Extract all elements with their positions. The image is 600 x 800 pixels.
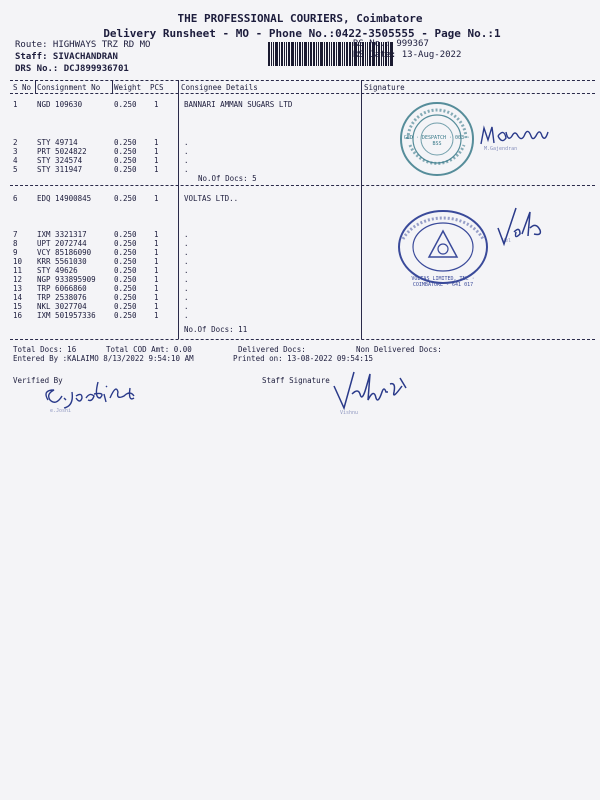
row-sno: 7 [13,230,18,239]
row-detail-dot: . [184,284,189,293]
barcode-bar [310,42,312,66]
barcode-bar [324,42,325,66]
row-pcs: 1 [154,156,159,165]
stamp-text: GED · DESPATCH · 003 · BSS [403,135,471,147]
row-sno: 15 [13,302,23,311]
row-consignment: TRP 2538076 [37,293,87,302]
row-consignment: IXM 3321317 [37,230,87,239]
row-consignment: NKL 3027704 [37,302,87,311]
barcode-bar [291,42,294,66]
rs-number: RS No.: 999367 [353,39,429,49]
barcode-bar [268,42,270,66]
row-sno: 6 [13,194,18,203]
barcode-bar [346,42,348,66]
barcode-bar [333,42,335,66]
row-detail-dot: . [184,248,189,257]
table-row [13,284,373,293]
runsheet-subtitle: Delivery Runsheet - MO - Phone No.:0422-3505555 - Page No.:1 [103,27,501,40]
row-sno: 14 [13,293,23,302]
consignee-name: VOLTAS LTD.. [184,194,239,203]
table-row [13,302,373,311]
barcode-bar [336,42,337,66]
row-pcs: 1 [154,311,159,320]
group-doc-count: No.Of Docs: 5 [198,174,257,183]
table-row [13,194,373,203]
row-weight: 0.250 [114,248,137,257]
row-detail-dot: . [184,239,189,248]
table-row [13,100,373,109]
row-pcs: 1 [154,147,159,156]
group-separator [10,185,595,186]
row-weight: 0.250 [114,284,137,293]
barcode-bar [275,42,278,66]
row-weight: 0.250 [114,230,137,239]
rs-date: RS Date: 13-Aug-2022 [353,50,462,60]
consignee-signature-text: M.Gajendran [484,146,518,152]
row-sno: 4 [13,156,18,165]
table-row [13,293,373,302]
row-pcs: 1 [154,293,159,302]
row-sno: 8 [13,239,18,248]
row-pcs: 1 [154,165,159,174]
barcode-bar [304,42,307,66]
barcode-bar [338,42,341,66]
row-sno: 1 [13,100,18,109]
barcode-bar [273,42,274,66]
row-weight: 0.250 [114,302,137,311]
drs-number: DRS No.: DCJ899936701 [15,64,129,74]
row-detail-dot: . [184,165,189,174]
row-sno: 5 [13,165,18,174]
row-pcs: 1 [154,257,159,266]
barcode-bar [316,42,317,66]
row-pcs: 1 [154,138,159,147]
row-consignment: NGP 933895909 [37,275,96,284]
table-row [13,257,373,266]
row-detail-dot: . [184,257,189,266]
row-weight: 0.250 [114,293,137,302]
row-pcs: 1 [154,266,159,275]
verified-signature-text: e.Joshi [50,408,72,414]
delivered-docs: Delivered Docs: [238,345,306,354]
voltas-stamp-icon [397,209,489,285]
col-pcs: PCS [150,83,164,92]
row-detail-dot: . [184,266,189,275]
table-top-rule [10,80,595,81]
row-sno: 13 [13,284,23,293]
row-pcs: 1 [154,239,159,248]
row-weight: 0.250 [114,100,137,109]
row-weight: 0.250 [114,165,137,174]
barcode-bar [271,42,272,66]
barcode-bar [318,42,319,66]
printed-on: Printed on: 13-08-2022 09:54:15 [233,354,373,363]
row-pcs: 1 [154,284,159,293]
row-sno: 10 [13,257,23,266]
row-consignment: STY 49626 [37,266,78,275]
barcode-bar [344,42,345,66]
row-weight: 0.250 [114,156,137,165]
row-weight: 0.250 [114,275,137,284]
row-detail-dot: . [184,138,189,147]
row-detail-dot: . [184,156,189,165]
row-consignment: EDQ 14900845 [37,194,92,203]
column-divider [35,80,36,93]
non-delivered-docs: Non Delivered Docs: [356,345,442,354]
row-consignment: IXM 501957336 [37,311,96,320]
row-sno: 3 [13,147,18,156]
table-row [13,311,373,320]
table-bottom-rule [10,339,595,340]
barcode-bar [329,42,330,66]
row-consignment: STY 49714 [37,138,78,147]
consignee-name: BANNARI AMMAN SUGARS LTD [184,100,293,109]
voltas-signature-text: Vel [502,238,512,244]
row-consignment: VCY 85186090 [37,248,92,257]
table-row [13,239,373,248]
row-weight: 0.250 [114,239,137,248]
row-pcs: 1 [154,194,159,203]
row-consignment: STY 311947 [37,165,83,174]
row-pcs: 1 [154,230,159,239]
barcode-bar [313,42,315,66]
col-sno: S No [13,83,32,92]
table-row [13,275,373,284]
entered-by: Entered By :KALAIMO 8/13/2022 9:54:10 AM [13,354,194,363]
column-divider [112,80,113,93]
row-consignment: TRP 6066860 [37,284,87,293]
staff-label: Staff: SIVACHANDRAN [15,52,118,62]
row-pcs: 1 [154,302,159,311]
row-detail-dot: . [184,293,189,302]
col-weight: Weight [114,83,142,92]
barcode-bar [302,42,303,66]
row-weight: 0.250 [114,266,137,275]
row-weight: 0.250 [114,138,137,147]
barcode-bar [299,42,301,66]
row-detail-dot: . [184,147,189,156]
row-weight: 0.250 [114,311,137,320]
row-sno: 16 [13,311,23,320]
staff-signature-label: Staff Signature [262,376,330,385]
table-row [13,248,373,257]
table-row [13,266,373,275]
row-detail-dot: . [184,302,189,311]
row-pcs: 1 [154,275,159,284]
group-doc-count: No.Of Docs: 11 [184,325,248,334]
barcode-bar [284,42,285,66]
table-row [13,230,373,239]
barcode-bar [308,42,309,66]
barcode-bar [349,42,351,66]
barcode-bar [295,42,296,66]
staff-signature-icon [330,364,410,414]
row-weight: 0.250 [114,257,137,266]
staff-signature-text: Vishnu [340,410,359,416]
table-row [13,156,373,165]
col-signature: Signature [364,83,405,92]
row-consignment: KRR 5561030 [37,257,87,266]
barcode-bar [286,42,287,66]
row-weight: 0.250 [114,147,137,156]
total-cod-amount: Total COD Amt: 0.00 [106,345,192,354]
row-sno: 11 [13,266,23,275]
row-consignment: PRT 5024822 [37,147,87,156]
row-detail-dot: . [184,230,189,239]
table-row [13,138,373,147]
barcode-bar [326,42,328,66]
col-consignment: Consignment No [37,83,101,92]
voltas-stamp-text: VOLTAS LIMITED, TNC · COIMBATORE - 641 017 [411,276,475,288]
row-consignment: UPT 2072744 [37,239,87,248]
barcode-bar [297,42,298,66]
table-row [13,147,373,156]
col-consignee-details: Consignee Details [181,83,258,92]
company-title: THE PROFESSIONAL COURIERS, Coimbatore [177,12,423,25]
row-sno: 2 [13,138,18,147]
row-sno: 12 [13,275,23,284]
barcode-bar [320,42,323,66]
verified-by-label: Verified By [13,376,63,385]
barcode-bar [342,42,343,66]
row-consignment: STY 324574 [37,156,83,165]
barcode-bar [288,42,290,66]
total-docs: Total Docs: 16 [13,345,77,354]
row-consignment: NGD 109630 [37,100,83,109]
row-weight: 0.250 [114,194,137,203]
barcode-bar [331,42,332,66]
row-sno: 9 [13,248,18,257]
barcode-bar [281,42,283,66]
table-header-rule [10,93,595,94]
route-label: Route: HIGHWAYS TRZ RD MO [15,40,151,50]
table-row [13,165,373,174]
barcode-bar [279,42,280,66]
row-detail-dot: . [184,275,189,284]
row-pcs: 1 [154,248,159,257]
row-pcs: 1 [154,100,159,109]
row-detail-dot: . [184,311,189,320]
